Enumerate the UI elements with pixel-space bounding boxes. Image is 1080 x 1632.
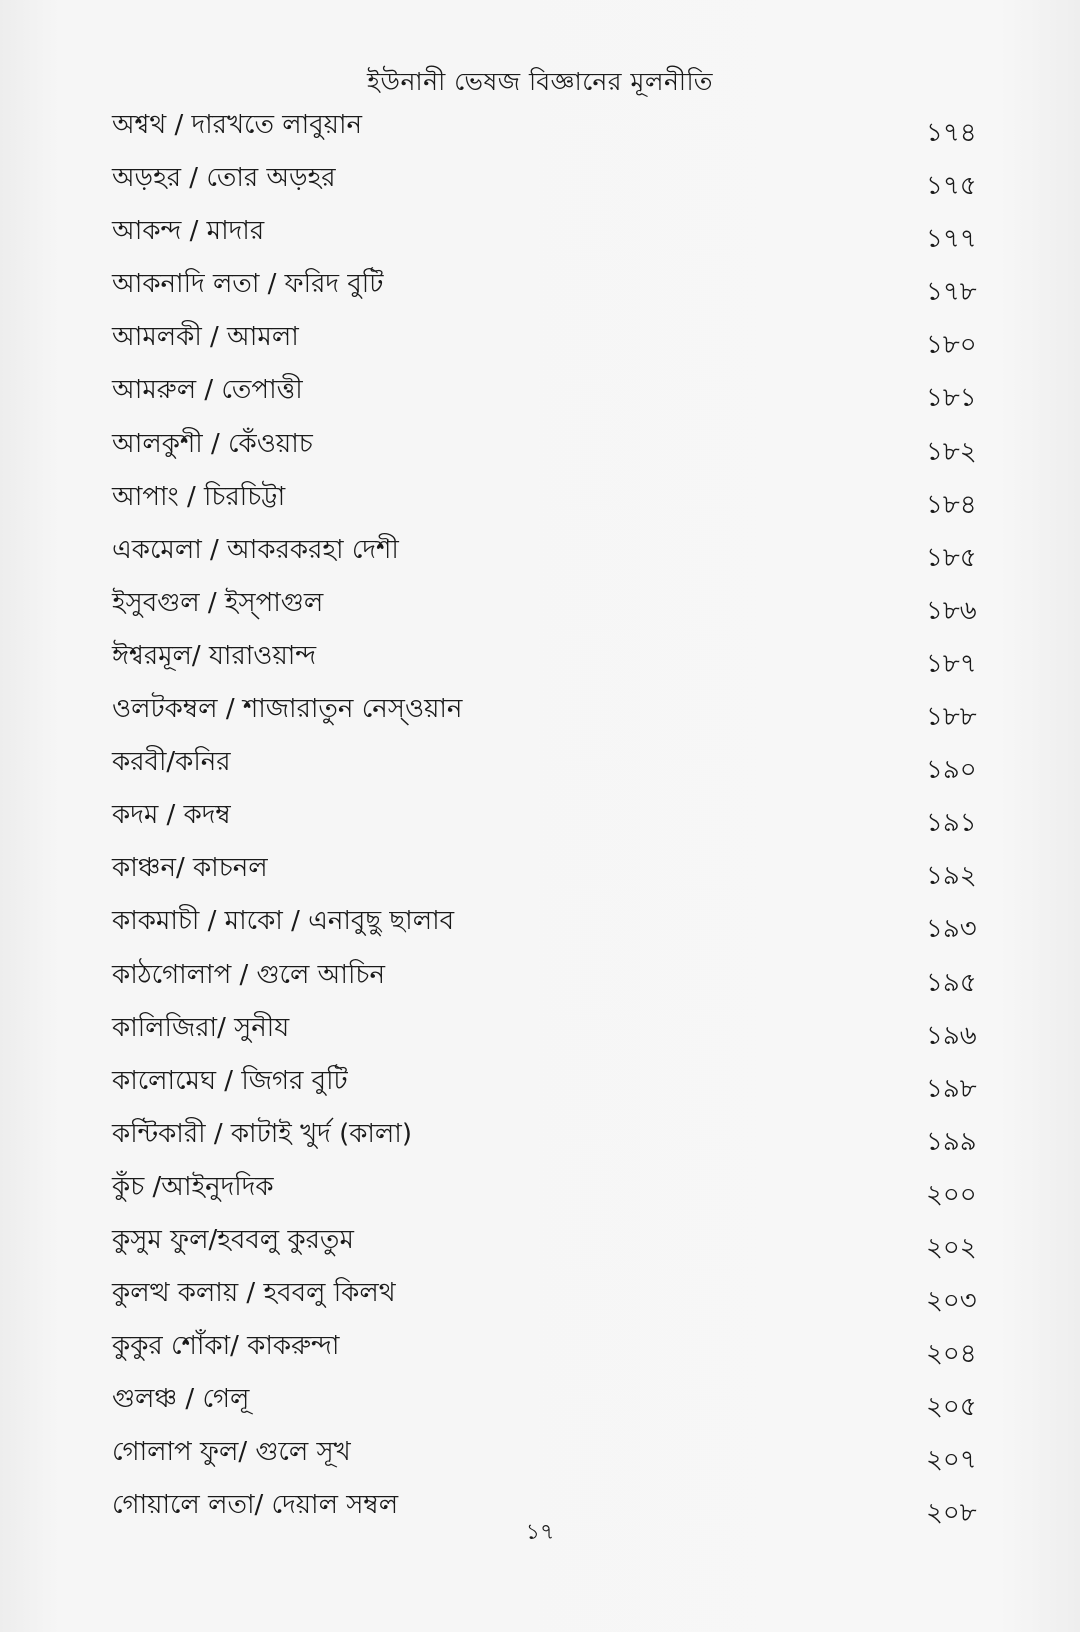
entry-name: একমেলা / আকরকরহা দেশী	[112, 534, 399, 565]
entry-name: কাঞ্চন/ কাচনল	[112, 853, 268, 884]
entry-name: গোয়ালে লতা/ দেয়াল সম্বল	[112, 1490, 399, 1521]
entry-name: অশ্বথ / দারখতে লাবুয়ান	[112, 110, 363, 140]
toc-entry	[0, 1162, 1080, 1215]
entry-page-number: ২০৫	[926, 1392, 977, 1423]
entry-page-number: ১৮১	[926, 383, 977, 414]
entry-name: আলকুশী / কেঁওয়াচ	[112, 428, 313, 459]
entry-page-number: ২০৭	[926, 1445, 977, 1476]
entry-name: গোলাপ ফুল/ গুলে সূখ	[112, 1437, 351, 1468]
entry-page-number: ১৯৮	[926, 1073, 977, 1104]
entry-page-number: ১৯৯	[926, 1126, 977, 1157]
toc-entry	[0, 100, 1080, 153]
toc-entry	[0, 1215, 1080, 1268]
toc-entry	[0, 684, 1080, 737]
entry-page-number: ১৭৭	[926, 224, 977, 255]
toc-entry	[0, 312, 1080, 365]
running-header: ইউনানী ভেষজ বিজ্ঞানের মূলনীতি	[367, 67, 713, 96]
entry-name: আপাং / চিরচিট্টা	[112, 481, 286, 512]
entry-page-number: ১৯৫	[926, 967, 977, 998]
entry-name: আকনাদি লতা / ফরিদ বুটি	[112, 269, 384, 300]
entry-name: কুসুম ফুল/হববলু কুরতুম	[112, 1224, 354, 1255]
entry-page-number: ১৮২	[926, 436, 977, 467]
toc-entry	[0, 472, 1080, 525]
entry-page-number: ১৯১	[926, 808, 977, 839]
entry-page-number: ১৭৪	[926, 118, 977, 148]
entry-page-number: ১৭৫	[926, 171, 977, 202]
toc-entry	[0, 419, 1080, 472]
entry-page-number: ২০৪	[926, 1339, 977, 1370]
toc-entry	[0, 1056, 1080, 1109]
toc-entry	[0, 631, 1080, 684]
entry-name: অড়হর / তোর অড়হর	[112, 163, 336, 194]
entry-name: কুঁচ /আইনুদদিক	[112, 1171, 274, 1202]
toc-entry	[0, 578, 1080, 631]
entry-name: ইসুবগুল / ইস্‌পাগুল	[112, 587, 324, 618]
toc-entry	[0, 365, 1080, 418]
entry-page-number: ২০২	[926, 1232, 977, 1263]
entry-page-number: ২০০	[926, 1179, 977, 1210]
toc-entry	[0, 950, 1080, 1003]
entry-name: আমলকী / আমলা	[112, 322, 299, 353]
toc-entry	[0, 1268, 1080, 1321]
entry-name: ওলটকম্বল / শাজারাতুন নেস্‌ওয়ান	[112, 694, 463, 725]
toc-entry	[0, 843, 1080, 896]
entry-name: কদম / কদম্ব	[112, 800, 231, 831]
toc-entry	[0, 896, 1080, 949]
entry-name: কুকুর শোঁকা/ কাকরুন্দা	[112, 1331, 340, 1362]
entry-page-number: ২০৮	[926, 1498, 977, 1529]
toc-entry	[0, 737, 1080, 790]
contents-list	[0, 100, 1080, 1534]
entry-page-number: ১৮৭	[926, 648, 977, 679]
entry-page-number: ১৮৬	[926, 595, 977, 626]
toc-entry	[0, 1321, 1080, 1374]
toc-entry	[0, 1374, 1080, 1427]
entry-name: কাকমাচী / মাকো / এনাবুছু ছালাব	[112, 906, 455, 937]
toc-entry	[0, 1003, 1080, 1056]
entry-name: আমরুল / তেপাত্তী	[112, 375, 303, 406]
entry-page-number: ২০৩	[926, 1286, 977, 1317]
entry-page-number: ১৯২	[926, 861, 977, 892]
toc-entry	[0, 1109, 1080, 1162]
entry-name: আকন্দ / মাদার	[112, 216, 265, 247]
entry-name: কন্টিকারী / কাটাই খুর্দ (কালা)	[112, 1118, 412, 1149]
toc-entry	[0, 525, 1080, 578]
entry-page-number: ১৮০	[926, 330, 977, 361]
entry-name: গুলঞ্চ / গেলূ	[112, 1384, 250, 1415]
entry-page-number: ১৮৫	[926, 542, 977, 573]
entry-page-number: ১৯৩	[926, 914, 977, 945]
entry-page-number: ১৮৮	[926, 702, 977, 733]
entry-page-number: ১৭৮	[926, 277, 977, 308]
toc-entry	[0, 259, 1080, 312]
entry-name: কুলত্থ কলায় / হববলু কিলথ	[112, 1278, 396, 1309]
entry-name: ঈশ্বরমূল/ যারাওয়ান্দ	[112, 640, 317, 671]
toc-entry	[0, 790, 1080, 843]
toc-entry	[0, 1427, 1080, 1480]
entry-name: কালিজিরা/ সুনীয	[112, 1012, 290, 1043]
page-number: ১৭	[525, 1520, 555, 1545]
entry-page-number: ১৯৬	[926, 1020, 977, 1051]
toc-entry	[0, 153, 1080, 206]
entry-name: করবী/কনির	[112, 747, 231, 778]
entry-name: কাঠগোলাপ / গুলে আচিন	[112, 959, 385, 990]
entry-name: কালোমেঘ / জিগর বুটি	[112, 1065, 348, 1096]
entry-page-number: ১৯০	[926, 755, 977, 786]
toc-entry	[0, 206, 1080, 259]
entry-page-number: ১৮৪	[926, 489, 977, 520]
